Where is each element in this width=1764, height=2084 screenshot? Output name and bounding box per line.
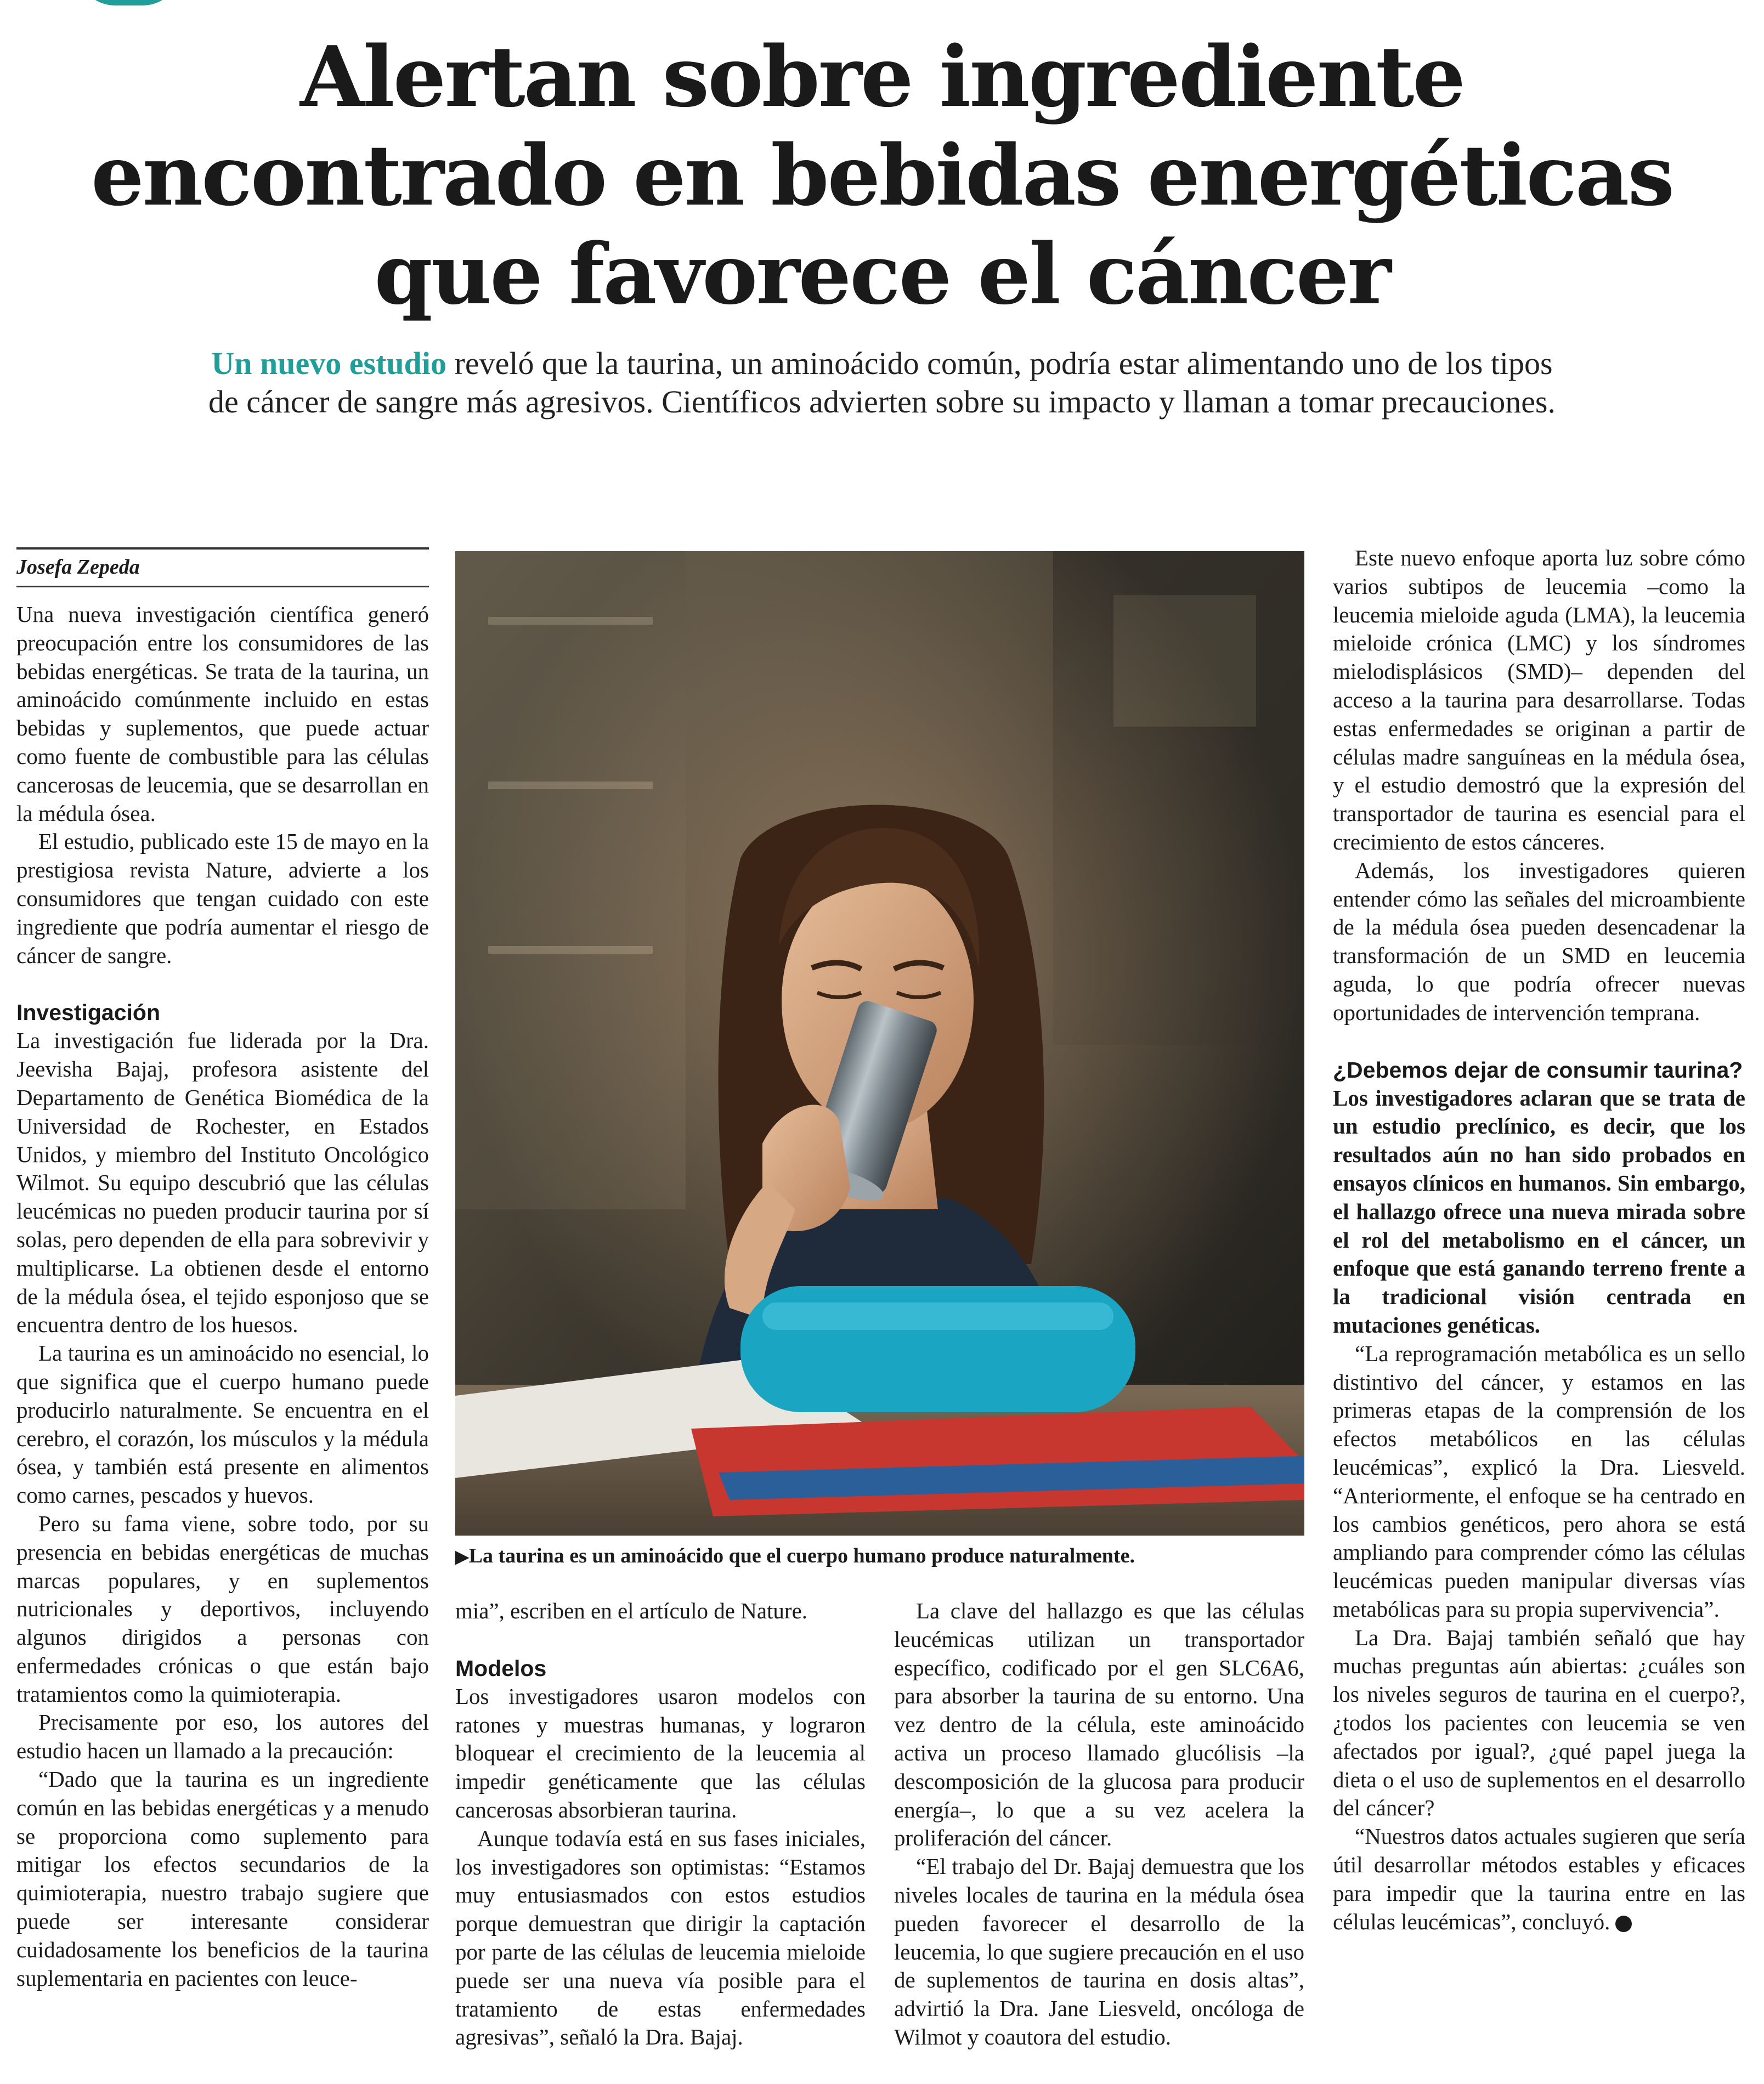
col1-paragraph-4: La taurina es un aminoácido no esencial, lo que significa que el cuerpo humano puede producirlo naturalmente. Se encuentra en el cerebro, el corazón, los músculos y la médula ósea, y también está presente en alimentos como carnes, pescados y huevos. <box>16 1340 429 1508</box>
column-3 <box>894 1597 1304 2052</box>
headline-line-2: encontrado en bebidas energéticas <box>91 126 1673 224</box>
subhead-modelos: Modelos <box>455 1655 547 1681</box>
subhead-investigacion: Investigación <box>16 1000 161 1026</box>
col1-paragraph-3: La investigación fue liderada por la Dra. Jeevisha Bajaj, profesora asistente del Departamento de Genética Biomédica de la Universidad de Rochester, en Estados Unidos, y miembro del Instituto Oncológico Wilmot. Su equipo descubrió que las células leucémicas no pueden producir taurina por sí solas, pero dependen de ella para sobrevivir y multiplicarse. La obtienen desde el entorno de la médula ósea, el tejido esponjoso que se encuentra dentro de los huesos. <box>16 1028 429 1338</box>
caption-marker-icon: ▶ <box>455 1547 469 1566</box>
col4-paragraph-2: Además, los investigadores quieren entender cómo las señales del microambiente de la médula ósea pueden desencadenar la transformación de un SMD en leucemia aguda, lo que podría ofrecer nuevas oportunidades de intervención temprana. <box>1333 857 1745 1025</box>
headline-line-1: Alertan sobre ingrediente <box>299 27 1465 126</box>
col1-paragraph-2: El estudio, publicado este 15 de mayo en la prestigiosa revista Nature, advierte a los consumidores que tengan cuidado con este ingrediente que podría aumentar el riesgo de cáncer de sangre. <box>16 829 429 968</box>
col2-paragraph-3: Aunque todavía está en sus fases iniciales, los investigadores son optimistas: “Estamos muy entusiasmados con estos estudios porque demuestran que dirigir la captación por parte de las células de leucemia mieloide puede ser una nueva vía posible para el tratamiento de estas enfermedades agresivas”, señaló la Dra. Bajaj. <box>455 1825 866 2050</box>
col4-paragraph-6 <box>1333 1822 1745 1936</box>
lede-line-2: de cáncer de sangre más agresivos. Científicos advierten sobre su impacto y llaman a tomar precauciones. <box>208 384 1556 420</box>
col3-paragraph-2: “El trabajo del Dr. Bajaj demuestra que los niveles locales de taurina en la médula ósea pueden favorecer el desarrollo de la leucemia, lo que sugiere precaución en el uso de suplementos de taurina en dosis altas”, advirtió la Dra. Jane Liesveld, oncóloga de Wilmot y coautora del estudio. <box>894 1854 1304 2049</box>
col1-paragraph-6: Precisamente por eso, los autores del estudio hacen un llamado a la precaución: <box>16 1709 429 1764</box>
column-2 <box>455 1597 866 2052</box>
caption-text: La taurina es un aminoácido que el cuerpo humano produce naturalmente. <box>468 1544 1135 1567</box>
lede-highlight: Un nuevo estudio <box>211 346 447 381</box>
col1-paragraph-7: “Dado que la taurina es un ingrediente común en las bebidas energéticas y a menudo se proporciona como suplemento para mitigar los efectos secundarios de la quimioterapia, nuestro trabajo sugiere que puede ser interesante considerar cuidadosamente los beneficios de la taurina suplementaria en pacientes con leuce- <box>16 1766 429 1991</box>
photo-caption <box>455 1542 1304 1570</box>
col2-paragraph-1: mia”, escriben en el artículo de Nature. <box>455 1598 808 1623</box>
col4-paragraph-6-text: “Nuestros datos actuales sugieren que sería útil desarrollar métodos estables y eficaces para impedir que la taurina entre en las células leucémicas”, concluyó. <box>1333 1824 1745 1934</box>
col2-paragraph-2: Los investigadores usaron modelos con ratones y muestras humanas, y lograron bloquear el crecimiento de la leucemia al impedir genéticamente que las células cancerosas absorbieran taurina. <box>455 1683 866 1822</box>
col4-paragraph-5: La Dra. Bajaj también señaló que hay muchas preguntas aún abiertas: ¿cuáles son los niveles seguros de taurina en el cuerpo?, ¿todos los pacientes con leucemia se ven afectados por igual?, ¿qué papel juega la dieta o el uso de suplementos en el desarrollo del cáncer? <box>1333 1624 1745 1821</box>
headline-line-3: que favorece el cáncer <box>374 225 1390 323</box>
lede-line-1: reveló que la taurina, un aminoácido común, podría estar alimentando uno de los tipos <box>446 346 1553 381</box>
col4-paragraph-3-bold: Los investigadores aclaran que se trata de un estudio preclínico, es decir, que los resultados aún no han sido probados en ensayos clínicos en humanos. Sin embargo, el hallazgo ofrece una nueva mirada sobre el rol del metabolismo en el cáncer, un enfoque que está ganando terreno frente a la tradicional visión centrada en mutaciones genéticas. <box>1333 1085 1745 1338</box>
headline <box>0 27 1764 324</box>
column-4 <box>1333 544 1745 1936</box>
col4-paragraph-1: Este nuevo enfoque aporta luz sobre cómo varios subtipos de leucemia –como la leucemia mieloide aguda (LMA), la leucemia mieloide crónica (LMC) y los síndromes mielodisplásicos (SMD)– dependen del acceso a la taurina para desarrollarse. Todas estas enfermedades se originan a partir de células madre sanguíneas en la médula ósea, y el estudio demostró que la expresión del transportador de taurina es esencial para el crecimiento de estos cánceres. <box>1333 545 1745 854</box>
col4-paragraph-4: “La reprogramación metabólica es un sello distintivo del cáncer, y estamos en las primeras etapas de la comprensión de los efectos metabólicos en las células leucémicas”, explicó la Dra. Liesveld. “Anteriormente, el enfoque se ha centrado en los cambios genéticos, pero ahora se está ampliando para comprender cómo las células leucémicas pueden manipular diversas vías metabólicas para su propia supervivencia”. <box>1333 1340 1745 1622</box>
column-1 <box>16 601 429 1992</box>
col1-paragraph-5: Pero su fama viene, sobre todo, por su presencia en bebidas energéticas de muchas marcas populares, y en suplementos nutricionales y deportivos, incluyendo algunos dirigidos a personas con enfermedades crónicas o que están bajo tratamientos como la quimioterapia. <box>16 1510 429 1707</box>
byline: Josefa Zepeda <box>16 547 429 587</box>
col3-paragraph-1: La clave del hallazgo es que las células leucémicas utilizan un transportador específico, codificado por el gen SLC6A6, para absorber la taurina de su entorno. Una vez dentro de la célula, este aminoácido activa un proceso llamado glucólisis –la descomposición de la glucosa para producir energía–, lo que a su vez acelera la proliferación del cáncer. <box>894 1598 1304 1851</box>
lede <box>110 344 1654 421</box>
end-of-article-icon <box>1615 1916 1632 1932</box>
woman-drinking-can-illustration <box>455 551 1304 1536</box>
article-photo <box>455 551 1304 1536</box>
col1-paragraph-1: Una nueva investigación científica generó preocupación entre los consumidores de las bebidas energéticas. Se trata de la taurina, un aminoácido comúnmente incluido en estas bebidas y suplementos, que puede actuar como fuente de combustible para las células cancerosas de leucemia, que se desarrollan en la médula ósea. <box>16 602 429 826</box>
subhead-debemos-dejar: ¿Debemos dejar de consumir taurina? <box>1333 1057 1743 1083</box>
section-corner-decoration <box>77 0 181 5</box>
